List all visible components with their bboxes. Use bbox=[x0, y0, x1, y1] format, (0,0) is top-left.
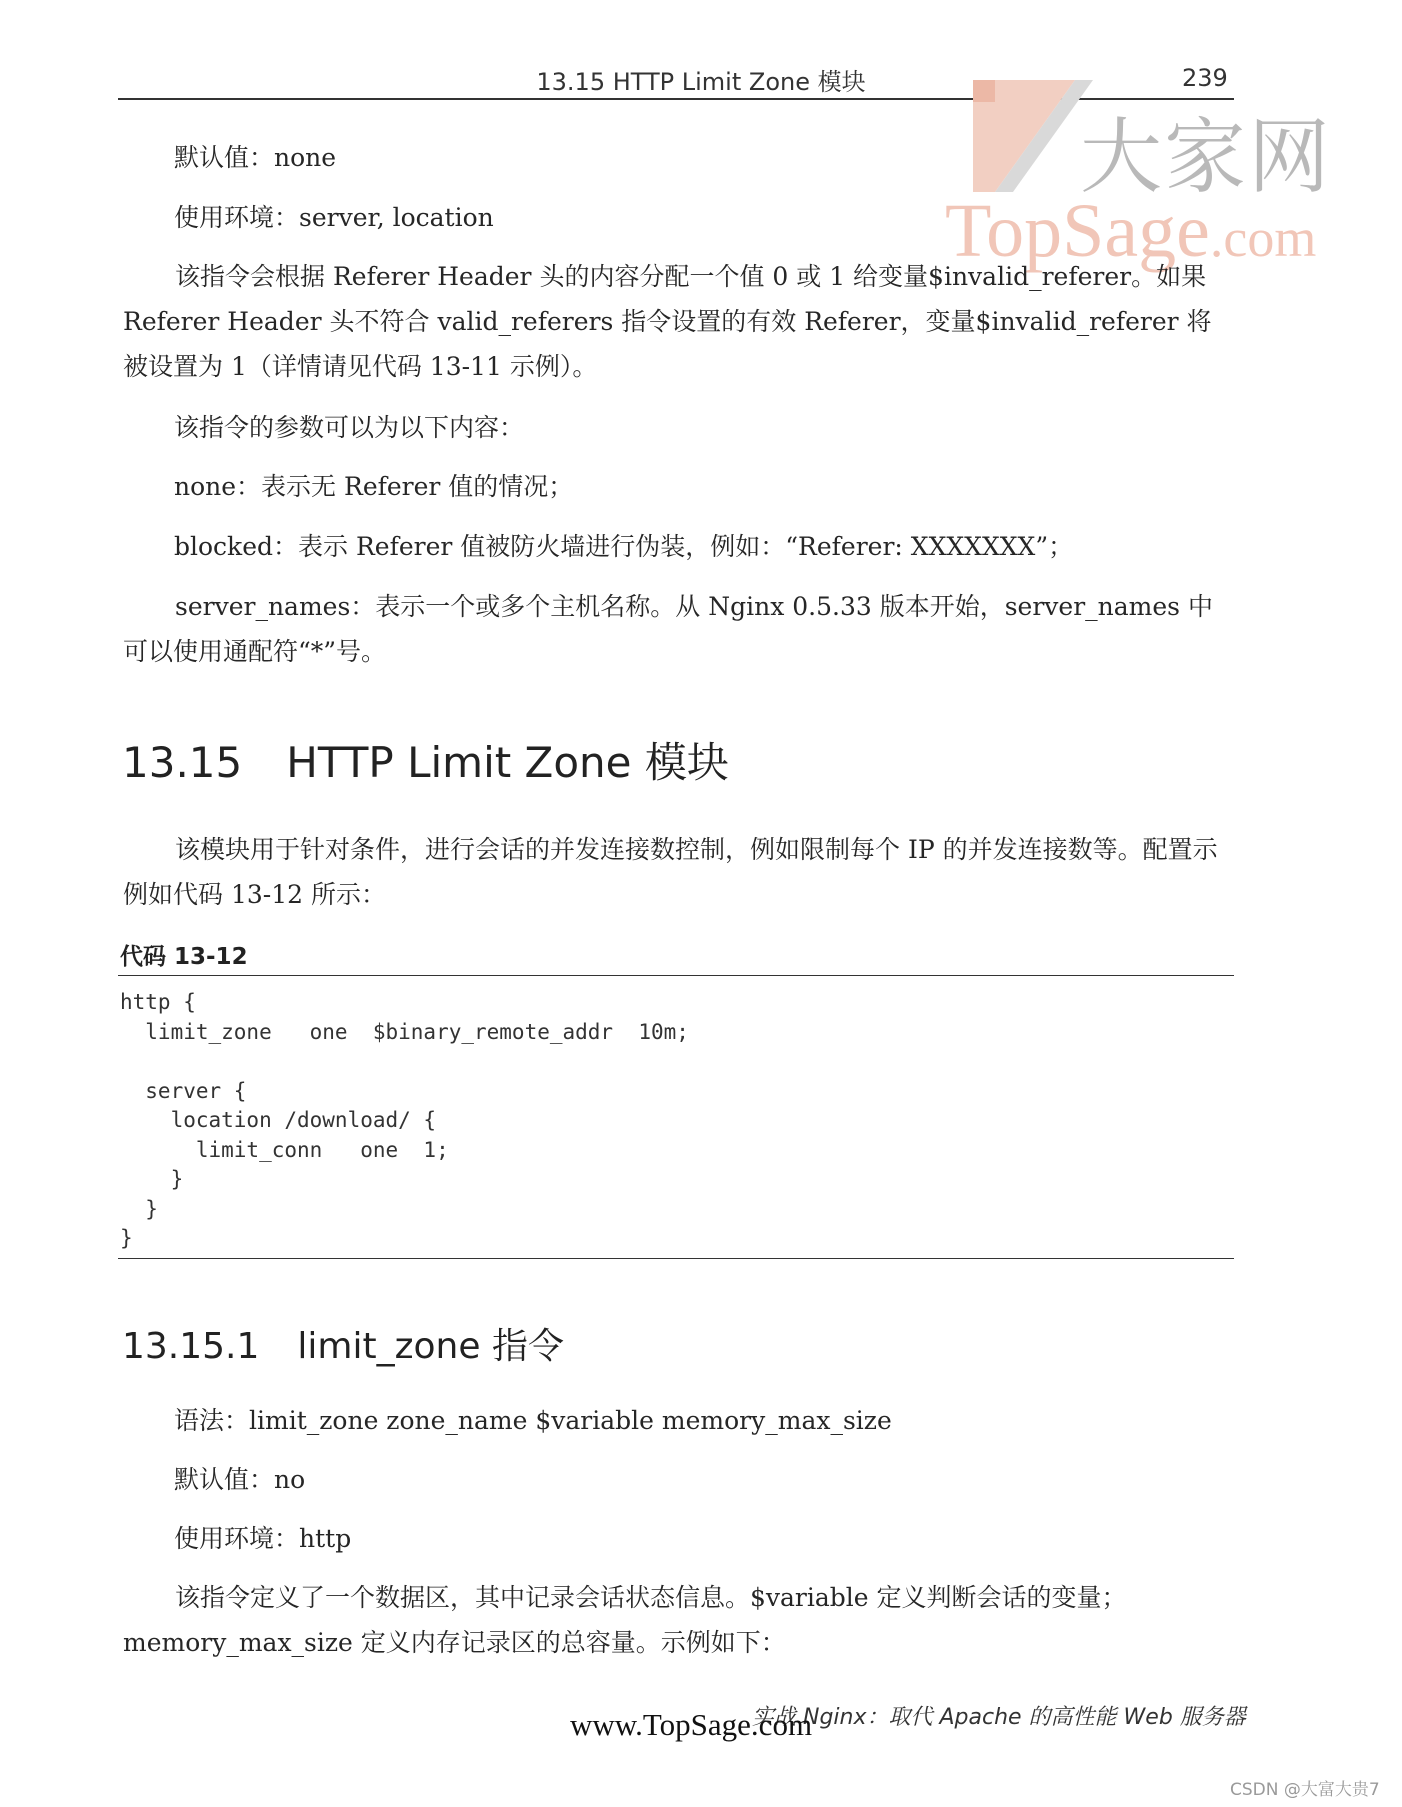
directive-description: 该指令会根据 Referer Header 头的内容分配一个值 0 或 1 给变量$invalid_referer。如果 Referer Header 头不符合 valid_referers 指令设置的有效 Referer，变量$invalid_referer 将被设置为 1（详情请见代码 13-11 示例）。 bbox=[123, 262, 1212, 381]
params-intro: 该指令的参数可以为以下内容： bbox=[174, 413, 525, 442]
section-title: HTTP Limit Zone 模块 bbox=[286, 738, 729, 787]
section-heading-13-15 bbox=[122, 730, 729, 790]
watermark-latin-suffix: .com bbox=[1209, 208, 1317, 268]
limit-zone-description: 该指令定义了一个数据区，其中记录会话状态信息。$variable 定义判断会话的变量；memory_max_size 定义内存记录区的总容量。示例如下： bbox=[123, 1583, 1127, 1657]
footer-url: www.TopSage.com bbox=[570, 1707, 813, 1742]
page-number: 239 bbox=[1182, 64, 1228, 92]
code-listing: http { limit_zone one $binary_remote_addr 10m; server { location /download/ { limit_conn one 1; } } } bbox=[120, 990, 689, 1250]
syntax-line: 语法：limit_zone zone_name $variable memory_max_size bbox=[174, 1406, 892, 1435]
footer-book-title: 实战 Nginx：取代 Apache 的高性能 Web 服务器 bbox=[752, 1705, 1246, 1730]
watermark-cjk: 大家网 bbox=[1080, 110, 1333, 205]
param-blocked: blocked：表示 Referer 值被防火墙进行伪装，例如：“Referer: XXXXXXX”； bbox=[174, 532, 1074, 561]
module-intro: 该模块用于针对条件，进行会话的并发连接数控制，例如限制每个 IP 的并发连接数等。配置示例如代码 13-12 所示： bbox=[123, 835, 1218, 909]
code-top-rule bbox=[118, 975, 1234, 976]
code-caption: 代码 13-12 bbox=[120, 944, 248, 970]
subsection-number: 13.15.1 bbox=[122, 1326, 260, 1367]
limit-zone-context-line: 使用环境：http bbox=[174, 1524, 352, 1553]
section-number: 13.15 bbox=[122, 738, 243, 787]
section-heading-13-15-1 bbox=[122, 1318, 564, 1369]
running-header-title: 13.15 HTTP Limit Zone 模块 bbox=[536, 68, 866, 96]
limit-zone-default-line: 默认值：no bbox=[174, 1465, 306, 1494]
context-line: 使用环境：server, location bbox=[174, 203, 494, 232]
csdn-watermark: CSDN @大富大贵7 bbox=[1230, 1780, 1380, 1800]
param-server-names: server_names：表示一个或多个主机名称。从 Nginx 0.5.33 版本开始，server_names 中可以使用通配符“*”号。 bbox=[123, 592, 1213, 666]
default-value-line: 默认值：none bbox=[174, 143, 337, 172]
subsection-title: limit_zone 指令 bbox=[297, 1326, 564, 1367]
param-none: none：表示无 Referer 值的情况； bbox=[174, 472, 574, 501]
code-bottom-rule bbox=[118, 1258, 1234, 1259]
watermark-latin-name: TopSage bbox=[945, 189, 1210, 273]
